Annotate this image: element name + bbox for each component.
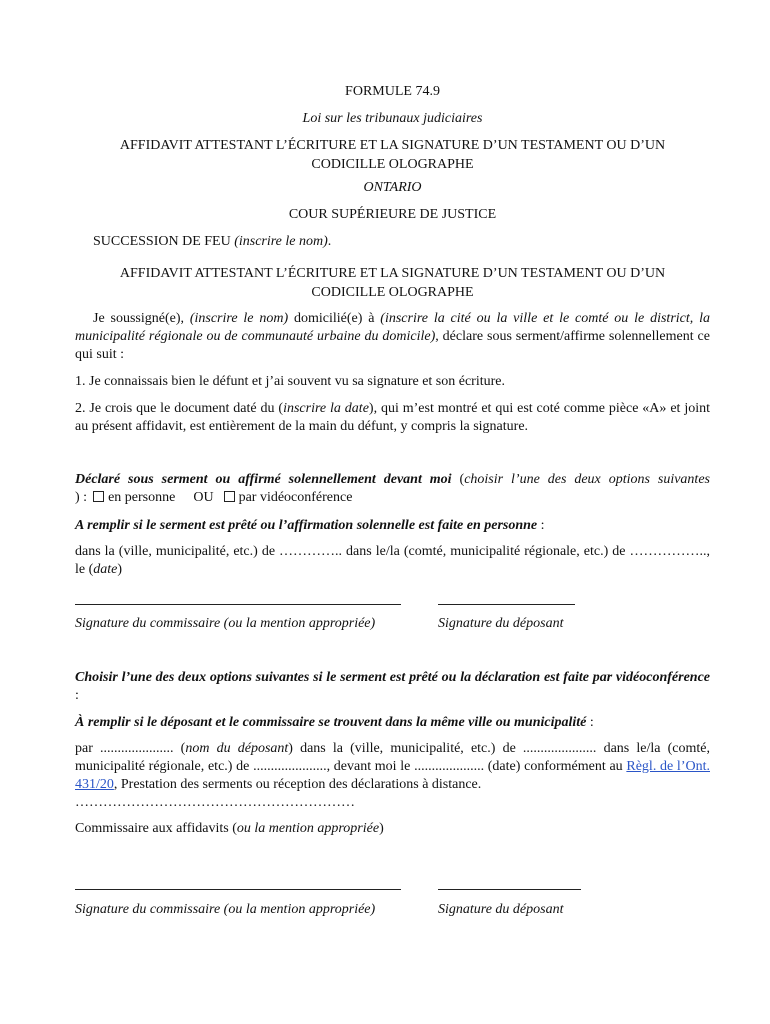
- in-person-heading: [75, 517, 710, 535]
- intro-text-2: domicilié(e) à: [288, 311, 381, 326]
- commissioner-hint: ou la mention appropriée: [236, 821, 380, 836]
- form-title-line1: AFFIDAVIT ATTESTANT L’ÉCRITURE ET LA SIGNATURE D’UN TESTAMENT OU D’UN: [119, 138, 666, 153]
- estate-suffix: .: [327, 234, 332, 249]
- declared-paren-close: ) :: [75, 490, 88, 505]
- declared-options: [75, 489, 710, 507]
- video-dots: ……………………………………………………: [75, 795, 355, 810]
- same-city-colon: :: [586, 715, 594, 730]
- deponent-signature-label-2: Signature du déposant: [438, 902, 564, 917]
- in-person-heading-text: A remplir si le serment est prêté ou l’affirmation solennelle est faite en personne: [75, 518, 538, 533]
- video-body-text: par ..................... (: [75, 741, 186, 756]
- video-body: [75, 740, 710, 794]
- form-title: [75, 136, 710, 174]
- video-heading: [75, 669, 710, 705]
- statement-2-text: 2. Je crois que le document daté du (: [75, 401, 284, 416]
- same-city-heading-text: À remplir si le déposant et le commissaire se trouvent dans la même ville ou municipalité: [75, 715, 587, 730]
- commissioner-label: Commissaire aux affidavits (: [75, 821, 237, 836]
- regulation-link[interactable]: Règl. de l’Ont. 431/20: [75, 759, 710, 792]
- video-body-text-2: ) dans la (ville, municipalité, etc.) de ..................... dans le/la (comté, municipalité régionale, etc.) de ....................., devant moi le .................... (date) conformément au: [75, 741, 710, 774]
- declared-paren: (: [451, 472, 465, 487]
- in-person-colon: :: [537, 518, 545, 533]
- commissioner-suffix: ): [379, 821, 384, 836]
- video-heading-text: Choisir l’une des deux options suivantes si le serment est prêté ou la déclaration est faite par vidéoconférence: [75, 670, 710, 685]
- deponent-signature-line-2[interactable]: [438, 889, 581, 890]
- deponent-signature-label-1: Signature du déposant: [438, 616, 564, 631]
- statute-name: Loi sur les tribunaux judiciaires: [302, 111, 483, 126]
- choose-option-hint: choisir l’une des deux options suivantes: [464, 472, 710, 487]
- in-person-label: en personne: [108, 490, 176, 505]
- commissioner-signature-line-2[interactable]: [75, 889, 401, 890]
- in-person-body-text: dans la (ville, municipalité, etc.) de ………….. dans le/la (comté, municipalité régionale, etc.) de …………….., le (: [75, 544, 710, 577]
- name-hint: (inscrire le nom): [189, 311, 289, 326]
- form-number: FORMULE 74.9: [345, 84, 440, 99]
- statement-2: [75, 400, 710, 436]
- estate-line: [93, 233, 693, 251]
- estate-prefix: SUCCESSION DE FEU: [93, 234, 235, 249]
- deponent-name-hint: nom du déposant: [185, 741, 289, 756]
- intro-text: Je soussigné(e),: [93, 311, 190, 326]
- court-name: COUR SUPÉRIEURE DE JUSTICE: [288, 207, 497, 222]
- affidavit-title-line2: CODICILLE OLOGRAPHE: [311, 285, 474, 300]
- in-person-body-end: ): [117, 562, 123, 577]
- declared-heading: Déclaré sous serment ou affirmé solennellement devant moi: [75, 472, 452, 487]
- estate-name-hint: (inscrire le nom): [234, 234, 328, 249]
- same-city-heading: [75, 714, 710, 732]
- in-person-date-hint: date: [93, 562, 118, 577]
- deponent-signature-line-1[interactable]: [438, 604, 575, 605]
- or-label: OU: [193, 490, 214, 505]
- form-title-line2: CODICILLE OLOGRAPHE: [311, 157, 474, 172]
- affidavit-title: [75, 264, 710, 302]
- commissioner-signature-label-2: Signature du commissaire (ou la mention appropriée): [75, 902, 376, 917]
- commissioner-affidavits: [75, 820, 710, 838]
- videoconference-label: par vidéoconférence: [238, 490, 353, 505]
- intro-paragraph: [75, 310, 710, 364]
- video-colon: :: [75, 688, 79, 703]
- domicile-hint: (inscrire la cité ou la ville et le comté ou le district, la municipalité régionale ou de communauté urbaine du domicile): [75, 311, 710, 344]
- declared-line: [75, 471, 710, 489]
- commissioner-signature-line-1[interactable]: [75, 604, 401, 605]
- statement-2-text-2: ), qui m’est montré et qui est coté comme pièce «A» et joint au présent affidavit, est entièrement de la main du défunt, y compris la signature.: [75, 401, 710, 434]
- province: ONTARIO: [363, 180, 422, 195]
- date-hint: inscrire la date: [283, 401, 369, 416]
- videoconference-checkbox[interactable]: [224, 491, 235, 502]
- video-body-text-3: , Prestation des serments ou réception des déclarations à distance.: [113, 777, 482, 792]
- statement-1: 1. Je connaissais bien le défunt et j’ai souvent vu sa signature et son écriture.: [75, 374, 505, 389]
- affidavit-title-line1: AFFIDAVIT ATTESTANT L’ÉCRITURE ET LA SIGNATURE D’UN TESTAMENT OU D’UN: [119, 266, 666, 281]
- intro-text-3: , déclare sous serment/affirme solennellement ce qui suit :: [75, 329, 710, 362]
- in-person-checkbox[interactable]: [93, 491, 104, 502]
- in-person-body: [75, 543, 710, 579]
- commissioner-signature-label-1: Signature du commissaire (ou la mention appropriée): [75, 616, 376, 631]
